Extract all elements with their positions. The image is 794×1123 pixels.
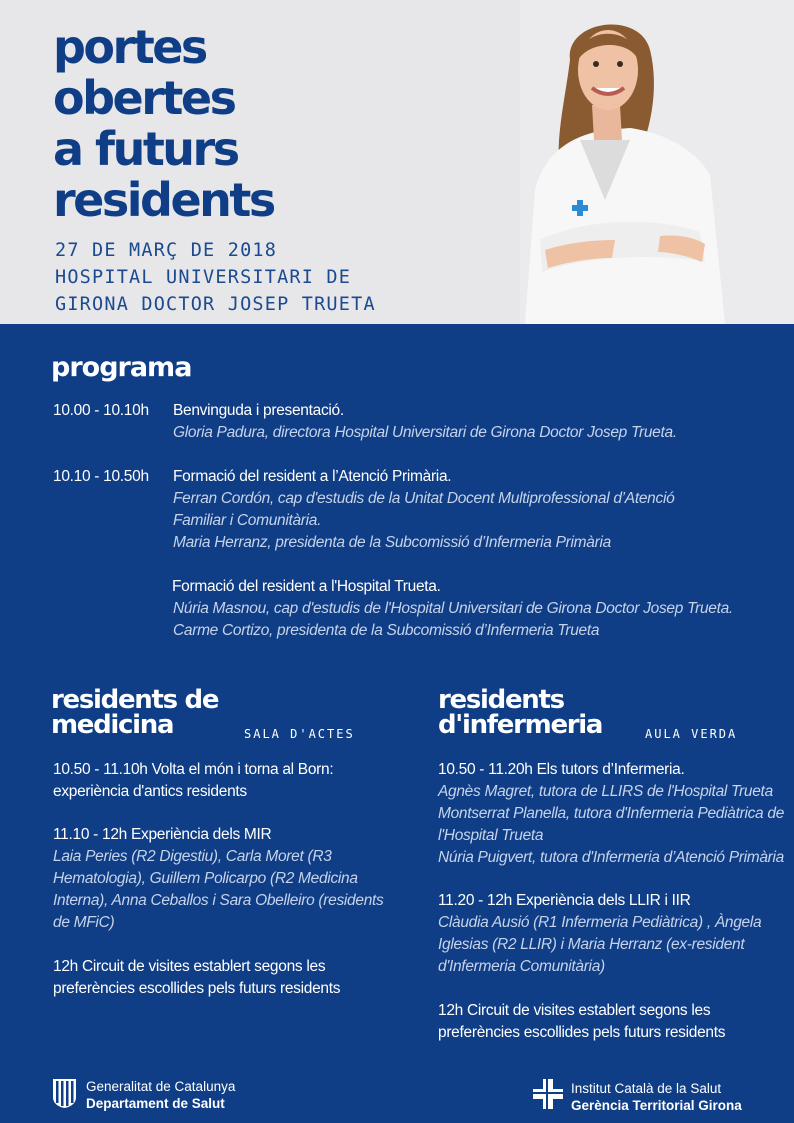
medicina-session: 11.10 - 12h Experiència dels MIR: [53, 826, 272, 843]
departament-line: Departament de Salut: [86, 1096, 225, 1111]
program-item: [53, 400, 344, 422]
medicina-detail: de MFiC): [53, 914, 115, 931]
program-title: Benvinguda i presentació.: [173, 402, 344, 419]
medicina-heading-line: residents de: [51, 685, 219, 715]
generalitat-text: [86, 1078, 235, 1112]
title-line: obertes: [53, 71, 235, 125]
medicina-detail: Laia Peries (R2 Digestiu), Carla Moret (R3: [53, 848, 332, 865]
infermeria-detail: Clàudia Ausió (R1 Infermeria Pediàtrica) , Àngela: [438, 914, 762, 931]
medicina-session: experiència d'antics residents: [53, 783, 247, 800]
infermeria-session: 12h Circuit de visites establert segons les: [438, 1002, 711, 1019]
program-panel: [0, 324, 794, 1123]
event-date: 27 DE MARÇ DE 2018: [55, 240, 278, 261]
infermeria-detail: Núria Puigvert, tutora d'Infermeria d’Atenció Primària: [438, 849, 784, 866]
program-detail: Núria Masnou, cap d'estudis de l'Hospital Universitari de Girona Doctor Josep Trueta.: [173, 600, 733, 617]
title-line: a futurs: [53, 122, 238, 176]
program-detail: Ferran Cordón, cap d'estudis de la Unitat Docent Multiprofessional d’Atenció: [173, 490, 675, 507]
medicina-heading-line: medicina: [51, 710, 174, 740]
program-item: [53, 466, 451, 488]
ics-text: [571, 1080, 742, 1114]
program-detail: Carme Cortizo, presidenta de la Subcomissió d’Infermeria Trueta: [173, 622, 600, 639]
ics-line: Institut Català de la Salut: [571, 1081, 722, 1096]
infermeria-heading-line: residents: [438, 685, 564, 715]
medicina-heading: [51, 685, 219, 740]
doctor-photo: [520, 0, 794, 324]
venue-line-2: GIRONA DOCTOR JOSEP TRUETA: [55, 294, 376, 315]
infermeria-detail: l'Hospital Trueta: [438, 827, 544, 844]
program-detail: Maria Herranz, presidenta de la Subcomissió d’Infermeria Primària: [173, 534, 611, 551]
program-title: Formació del resident a l'Hospital Trueta.: [172, 578, 441, 595]
title-line: portes: [53, 20, 206, 74]
medicina-session: preferències escollides pels futurs residents: [53, 980, 341, 997]
medicina-session: 12h Circuit de visites establert segons les: [53, 958, 326, 975]
poster-title: [53, 22, 274, 226]
medicina-room: SALA D'ACTES: [244, 727, 355, 741]
program-detail: Familiar i Comunitària.: [173, 512, 322, 529]
infermeria-session: 10.50 - 11.20h Els tutors d’Infermeria.: [438, 761, 685, 778]
infermeria-detail: Iglesias (R2 LLIR) i Maria Herranz (ex-resident: [438, 936, 745, 953]
infermeria-session: preferències escollides pels futurs residents: [438, 1024, 726, 1041]
medicina-detail: Interna), Anna Ceballos i Sara Obelleiro (residents: [53, 892, 384, 909]
gerencia-line: Gerència Territorial Girona: [571, 1098, 742, 1113]
venue-line-1: HOSPITAL UNIVERSITARI DE: [55, 267, 352, 288]
program-time: 10.10 - 10.50h: [53, 468, 149, 485]
infermeria-heading-line: d'infermeria: [438, 710, 603, 740]
infermeria-detail: Montserrat Planella, tutora d'Infermeria Pediàtrica de: [438, 805, 785, 822]
infermeria-detail: d'Infermeria Comunitària): [438, 958, 605, 975]
infermeria-session: 11.20 - 12h Experiència dels LLIR i IIR: [438, 892, 691, 909]
infermeria-detail: Agnès Magret, tutora de LLIRS de l'Hospital Trueta: [438, 783, 773, 800]
generalitat-line: Generalitat de Catalunya: [86, 1079, 236, 1094]
infermeria-room: AULA VERDA: [645, 727, 738, 741]
generalitat-emblem-icon: [51, 1077, 78, 1109]
program-time: 10.00 - 10.10h: [53, 402, 149, 419]
medicina-session: 10.50 - 11.10h Volta el món i torna al Born:: [53, 761, 334, 778]
header-banner: [0, 0, 794, 324]
medicina-detail: Hematologia), Guillem Policarpo (R2 Medicina: [53, 870, 358, 887]
programa-heading: programa: [51, 352, 192, 383]
ics-cross-icon: [532, 1078, 564, 1110]
program-title: Formació del resident a l’Atenció Primària.: [173, 468, 452, 485]
infermeria-heading: [438, 685, 603, 740]
program-detail: Gloria Padura, directora Hospital Universitari de Girona Doctor Josep Trueta.: [173, 424, 677, 441]
title-line: residents: [53, 173, 274, 227]
